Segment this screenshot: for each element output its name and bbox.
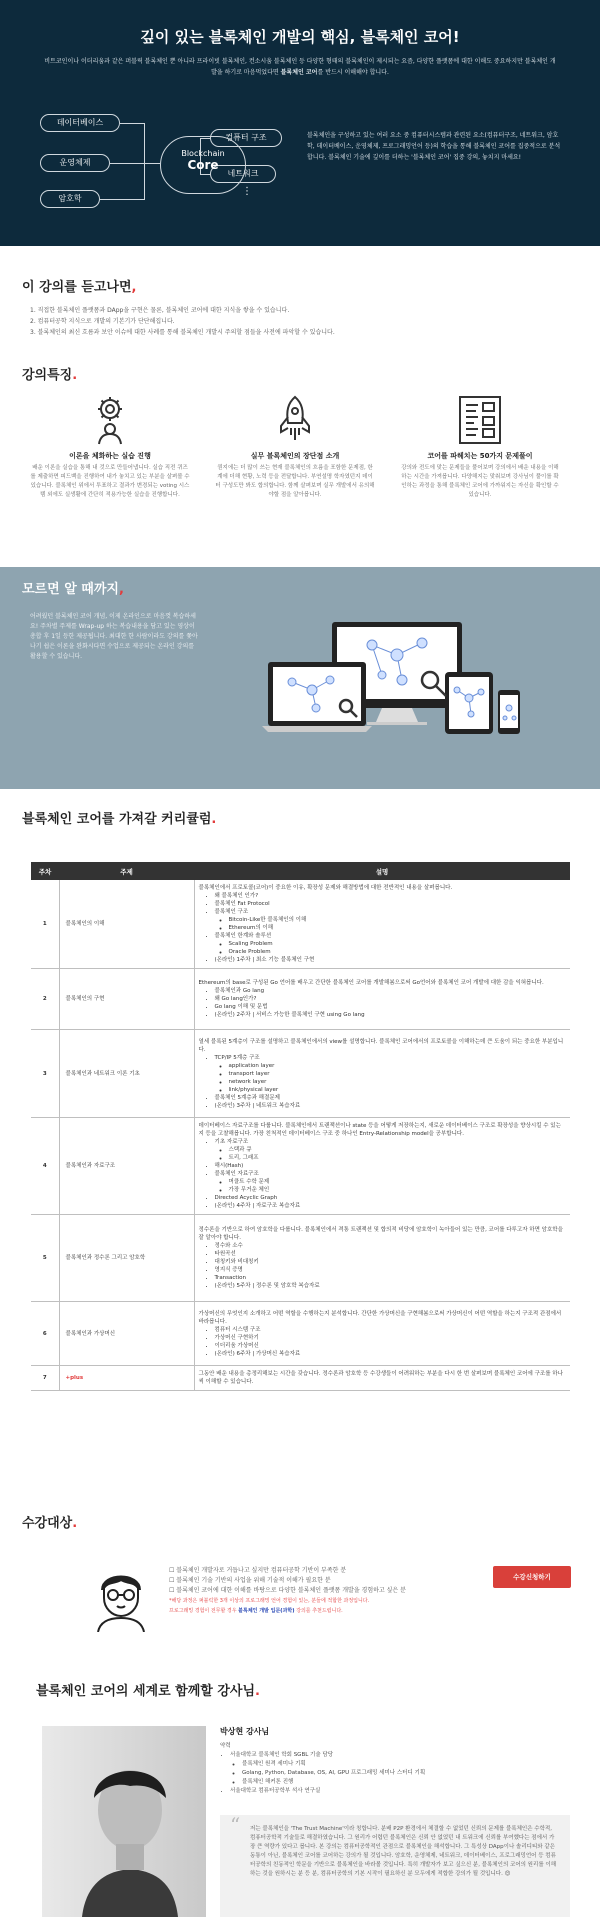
desc-list-item — [215, 1326, 567, 1334]
history-item — [230, 1751, 425, 1787]
desc-sublist-item: ◦ 머클트 수학 문제 — [229, 1178, 567, 1186]
hero-title: 깊이 있는 블록체인 개발의 핵심, 블록체인 코어! — [140, 28, 460, 46]
curriculum-table — [31, 862, 570, 1391]
gear-person-icon — [30, 393, 190, 445]
more-dots-icon: ⋮ — [242, 186, 252, 197]
desc-list-text: Go lang 이해 및 문법 — [214, 1004, 268, 1010]
desc-list-item — [215, 1334, 567, 1342]
desc-list-item — [215, 932, 567, 956]
curriculum-dot: . — [211, 812, 217, 827]
history-subitem: ◦ 블록체인 해커톤 진행 — [242, 1778, 425, 1787]
feature-title: 이론을 체화하는 실습 진행 — [69, 452, 151, 460]
history-subitem: ◦ Golang, Python, Database, OS, AI, GPU 프로그래밍 세미나 스터디 기획 — [242, 1769, 425, 1778]
desc-sublist-item: ◦ Ethereum의 이해 — [229, 924, 567, 932]
core-label-top: Blockchain — [181, 149, 225, 158]
desc-list-item — [215, 995, 567, 1003]
rocket-icon — [215, 393, 375, 445]
desc-sublist-item: ◦ 트리, 그래프 — [229, 1154, 567, 1162]
features-dot: . — [72, 368, 78, 383]
desc-sublist-item: ◦ application layer — [229, 1062, 567, 1070]
feature-card — [400, 393, 560, 500]
desc-list-text: (온라인) 5주차 | 정수론 및 암호학 복습자료 — [214, 1283, 320, 1289]
instructor-history — [220, 1742, 425, 1796]
topic-cell: 블록체인의 구현 — [59, 969, 194, 1030]
desc-list-item — [215, 900, 567, 908]
curriculum-heading — [22, 808, 216, 827]
desc-cell — [194, 880, 570, 969]
hero-intro-line-1: 비트코인이나 이더리움과 같은 퍼블릭 블록체인 뿐 아니라 프라이빗 블록체인, 컨소시움 블록체인 등 다양한 형태의 블록체인이 제시되는 요즘, 다양한 — [44, 58, 435, 65]
connector-line — [144, 123, 145, 200]
table-row — [31, 969, 570, 1030]
feature-card — [30, 393, 190, 500]
feature-title: 코어를 파헤치는 50가지 문제풀이 — [427, 452, 533, 460]
desc-cell — [194, 1118, 570, 1215]
desc-cell — [194, 1030, 570, 1118]
desc-sublist-item: ◦ 스택과 큐 — [229, 1146, 567, 1154]
desc-sublist-item: ◦ network layer — [229, 1078, 567, 1086]
target-note-text: 프로그래밍 경험이 전무할 경우 — [169, 1608, 237, 1614]
history-text: 서울대학교 블록체인 학회 SGBL 기술 담당 — [230, 1752, 334, 1758]
why-dot: , — [131, 280, 137, 295]
desc-list-item — [215, 1274, 567, 1282]
feature-desc: 배운 이론을 실습을 통해 내 것으로 만들어냅니다. 실습 직전 퀴즈를 제출하면 피드백을 진행하여 내가 놓치고 있는 부분을 살펴볼 수 있습니다. 블록체인 위에서 투표하고 결과가 변경되는 voting 시스템 외에도 실생활에 간단히 적용가능한 실습을 진행합니다. — [30, 465, 190, 498]
why-item: 2. 컴퓨터공학 지식으로 개발의 기본기가 단단해집니다. — [30, 318, 175, 325]
col-topic: 주제 — [59, 862, 194, 880]
desc-list-item — [215, 1282, 567, 1290]
target-note-recommend — [169, 1606, 406, 1616]
desc-list-text: (온라인) 4주차 | 자료구조 복습자료 — [214, 1203, 301, 1209]
desc-list-item — [215, 908, 567, 932]
desc-text: Ethereum의 base로 구성된 Go 언어를 배우고 간단한 블록체인 코어를 개발해봄으로써 Go언어와 블록체인 코어 개발에 대한 감을 익혀봅니다. — [198, 980, 544, 986]
core-label-bottom: Core — [187, 158, 219, 172]
desc-list-text: 왜 블록체인 인가? — [214, 893, 259, 899]
anytime-description: 어려웠던 블록체인 코어 개념, 이제 온라인으로 마음껏 복습하세요! 주차별 주제를 Wrap-up 하는 복습내용을 담고 있는 영상이 총합 후 1일 등한 제공됩니다. 최대한 한 사람이라도 강의를 쫓아나기 쉽은 이론을 완화시다면 수업으로 제공되는 온라인 강의를 활용할 수 있습니다. — [30, 613, 198, 660]
target-heading — [22, 1512, 77, 1531]
desc-list-item — [215, 1242, 567, 1250]
desc-cell — [194, 1366, 570, 1391]
target-item: ☐ 블록체인 개발자로 거듭나고 싶지만 컴퓨터공학 기반이 부족한 분 — [169, 1567, 347, 1574]
why-list — [30, 305, 335, 338]
target-item: ☐ 블록체인 코어에 대한 이해를 바탕으로 다양한 블록체인 플랫폼 개발을 경험하고 싶은 분 — [169, 1587, 406, 1594]
blockchain-core-circle — [160, 136, 246, 194]
devices-illustration — [262, 620, 572, 738]
desc-list-text: 타원곡선 — [214, 1251, 236, 1257]
target-note-text: 강의를 추천드립니다. — [296, 1608, 343, 1614]
table-header-row — [31, 862, 570, 880]
desc-list-text: 기초 자료구조 — [214, 1139, 249, 1145]
desc-text: 열세 블록된 5계층이 구조를 설명하고 블록체인에서의 view를 설명합니다. 블록체인 코어에서의 프로토콜을 이해하는데 큰 도움이 되는 중요한 부분입니다. — [198, 1038, 564, 1053]
hero-intro-bold: 블록체인 코어 — [280, 69, 318, 76]
topic-cell: 블록체인과 가상머신 — [59, 1302, 194, 1366]
topic-cell: 블록체인의 이해 — [59, 880, 194, 969]
desc-list-text: 블록체인 한계와 솔루션 — [214, 933, 272, 939]
week-cell: 6 — [31, 1302, 59, 1366]
pill-database: 데이터베이스 — [40, 114, 120, 132]
desc-list-text: 해시(Hash) — [214, 1163, 244, 1169]
hero-intro-line-3: 를 반드시 이해해야 합니다. — [317, 69, 389, 76]
desc-text: 가상머신의 무엇인지 소개하고 어떤 역할을 수행하는지 분석합니다. 간단한 가상머신을 구현해봄으로써 가상머신이 어떤 역할을 하는지 구조적 관점에서 바라봅니다. — [198, 1310, 562, 1325]
why-heading — [22, 276, 136, 295]
desc-cell — [194, 1302, 570, 1366]
topic-cell: 블록체인과 정수론 그리고 암호학 — [59, 1215, 194, 1302]
table-row — [31, 1302, 570, 1366]
desc-list-text: 이더리움 가상머신 — [214, 1342, 259, 1349]
desc-list-item — [215, 956, 567, 964]
desc-list-item — [215, 1266, 567, 1274]
week-cell: 1 — [31, 880, 59, 969]
desc-list-item — [215, 1003, 567, 1011]
desc-list-item — [215, 1054, 567, 1094]
connector-line — [110, 163, 160, 164]
instructor-dot: . — [255, 1684, 260, 1699]
desc-list-text: (온라인) 2주차 | 서비스 가능한 블록체인 구현 using Go lang — [214, 1012, 365, 1018]
desc-list-text: 블록체인 5계층과 해결문제 — [214, 1094, 280, 1101]
desc-list-text: (온라인) 6주차 | 가상머신 복습자료 — [214, 1350, 301, 1357]
col-week: 주차 — [31, 862, 59, 880]
desc-list-item — [215, 1194, 567, 1202]
features-title: 강의특징 — [22, 368, 73, 383]
desc-cell — [194, 1215, 570, 1302]
week-cell: 4 — [31, 1118, 59, 1215]
desc-sublist-item: ◦ transport layer — [229, 1070, 567, 1078]
topic-cell: 블록체인과 네트워크 이론 기초 — [59, 1030, 194, 1118]
desc-sublist-item: ◦ 가장 무거운 체인 — [229, 1186, 567, 1194]
target-dot: . — [72, 1516, 78, 1531]
desc-list-item — [215, 987, 567, 995]
desc-list-text: 블록체인 Fat Protocol — [214, 901, 270, 907]
feature-desc: 퀀지에는 더 많이 쓰는 현재 블록체인의 흐름을 포함한 문제점, 한계에 더해 현황, 노력 등을 전달합니다. 부연설명 학자였던지 데이터 구성도만 봐도 합의합니다. 함께 살펴보며 실무 개발에서 유의해야할 점을 알아봅니다. — [215, 465, 375, 498]
week-cell: 2 — [31, 969, 59, 1030]
why-item: 1. 직접한 블록체인 플랫폼과 DApp을 구현은 물론, 블록체인 코어에 대한 지식을 쌓을 수 있습니다. — [30, 307, 290, 314]
desc-text: 데이터베이스 자료구조를 다룹니다. 블록체인에서 트랜잭션이나 state 등을 어떻게 저장하는지, 새로운 데이터베이스 구조로 확장성을 향상시킬 수 있는지 등을 고찰해봅니다. 가장 친척적인 데이터베이스 구조 중 하나인 Entry-Relationship model을 공부합니다. — [198, 1123, 561, 1137]
instructor-photo — [42, 1726, 206, 1917]
document-list-icon — [400, 393, 560, 445]
hero-section — [0, 0, 600, 246]
desc-list-item — [215, 1250, 567, 1258]
week-cell: 7 — [31, 1366, 59, 1391]
desc-list-text: 블록체인 자료구조 — [214, 1171, 259, 1177]
desc-list-item — [215, 1162, 567, 1170]
desc-list-item — [215, 1102, 567, 1110]
history-item: • 서울대학교 컴퓨터공학부 석사 연구실 — [230, 1787, 425, 1796]
desc-list-text: (온라인) 1주차 | 최소 기능 블록체인 구현 — [214, 957, 315, 963]
connector-line — [100, 199, 144, 200]
hero-intro — [42, 56, 558, 78]
connector-line — [120, 123, 144, 124]
student-avatar-icon — [92, 1562, 150, 1632]
table-row — [31, 880, 570, 969]
desc-list-text: 영지식 증명 — [214, 1267, 243, 1273]
history-label: 약력 — [220, 1743, 231, 1749]
desc-list-item — [215, 1342, 567, 1350]
desc-list-text: 정수와 소수 — [214, 1243, 243, 1249]
anytime-dot: , — [118, 582, 124, 597]
quote-mark-icon: “ — [230, 1813, 241, 1837]
desc-list-text: 대칭키와 비대칭키 — [214, 1259, 259, 1265]
why-item: 3. 블록체인의 최신 흐름과 보안 이슈에 대한 사례를 통해 블록체인 개발시 주의할 점들을 사전에 파악할 수 있습니다. — [30, 329, 335, 336]
anytime-heading — [22, 578, 124, 597]
table-row — [31, 1030, 570, 1118]
desc-list-item — [215, 1011, 567, 1019]
desc-list-item — [215, 1202, 567, 1210]
desc-list-item — [215, 892, 567, 900]
why-title: 이 강의를 듣고나면 — [22, 280, 132, 295]
desc-list-text: TCP/IP 5계층 구조 — [214, 1054, 260, 1061]
instructor-title: 블록체인 코어의 세계로 함께할 강사님 — [36, 1684, 256, 1699]
hero-description: 블록체인을 구성하고 있는 여러 요소 중 컴퓨터시스템과 관련된 요소(컴퓨터구조, 네트워크, 암호학, 데이터베이스, 운영체제, 프로그래밍언어 등)의 학습을 통해 블록체인 코어를 집중적으로 분석합니다. 블록체인 기술에 깊이를 더하는 '블록체인 코어' 집중 강의, 놓치지 마세요! — [307, 132, 561, 161]
week-cell: 5 — [31, 1215, 59, 1302]
desc-sublist-item: ◦ Scaling Problem — [229, 940, 567, 948]
target-note-link[interactable]: 블록체인 개발 입문(과학) — [238, 1608, 295, 1614]
desc-list-item — [215, 1350, 567, 1358]
desc-sublist-item: ◦ Bitcoin-Like한 블록체인의 이해 — [229, 916, 567, 924]
desc-cell — [194, 969, 570, 1030]
feature-card — [215, 393, 375, 500]
enroll-button[interactable]: 수강신청하기 — [493, 1566, 571, 1588]
desc-text: 블록체인에서 프로토콜(코어)이 중요한 이유, 확장성 문제와 해결방법에 대한 전반적인 내용을 살펴봅니다. — [198, 885, 453, 891]
feature-title: 실무 블록체인의 장단점 소개 — [250, 452, 340, 460]
desc-list-text: 블록체인과 Go lang — [214, 988, 265, 994]
desc-text: 정수론을 기반으로 하여 암호학을 다룹니다. 블록체인에서 격통 트랜잭션 및 합의적 비당에 암호학이 녹아들어 있는 만큼, 코어를 다루고자 하면 암호학을 잘 알아야 합니다. — [198, 1227, 563, 1241]
curriculum-title: 블록체인 코어를 가져갈 커리큘럼 — [22, 812, 212, 827]
table-row — [31, 1118, 570, 1215]
target-title: 수강대상 — [22, 1516, 73, 1531]
desc-list-item — [215, 1258, 567, 1266]
desc-list-text: Directed Acyclic Graph — [214, 1195, 278, 1201]
table-row — [31, 1215, 570, 1302]
desc-text: 그동안 배운 내용을 총정리해보는 시간을 갖습니다. 정수론과 암호학 등 수강생들이 어려워하는 부분을 다시 한 번 살펴보며 블록체인 코어에 구조를 하나씩 이해할 수 있습니다. — [198, 1371, 563, 1385]
desc-list-item — [215, 1170, 567, 1194]
desc-list-text: 컴퓨터 시스템 구조 — [214, 1326, 261, 1333]
hero-intro-line-2: 플랫폼에 대한 이해도 중요하지만 블록체인 개발을 하기로 마음먹었다면 — [211, 58, 556, 76]
desc-list-item — [215, 1138, 567, 1162]
quote-text: 저는 블록체인을 'The Trust Machine'이라 칭합니다. 분배 P2P 환경에서 체결할 수 없었던 신뢰의 문제를 블록체인은 수학적, 컴퓨터공학적 기술들로 해결하였습니다. 그 원리가 어렵던 블록체인은 신뢰 안 없었던 내 트워크에 신뢰를 부여했다는 점에서 가장 큰 역량가 있다고 봅니다. 본 강의는 컴퓨터공학적인 관점으로 블록체인을 해석합니다. 그 특성상 DApp이나 솔리디티와 같은 동통이 아닌, 블록체인 코어를 코어하는 강의가 될 것입니다. 암호학, 운영체제, 네트워크, 데이터베이스, 프로그래밍언어 등 컴퓨터공학의 친동적인 학문을 기반으로 블록체인을 바라볼 것입니다. 특히 개발자가 보고 싶으신 분, 블록체인의 코어의 원리를 이해하는 것을 원하시는 분 등 분, 컴퓨터공학의 기본 시작이 필요하신 분 모두에게 적합한 강의가 될 것입니다. 😊 — [250, 1826, 557, 1877]
desc-list-item — [215, 1094, 567, 1102]
target-list — [169, 1566, 406, 1616]
topic-cell: +plus — [59, 1366, 194, 1391]
pill-os: 운영체제 — [40, 154, 110, 172]
desc-sublist-item: ◦ Oracle Problem — [229, 948, 567, 956]
desc-list-text: (온라인) 3주차 | 네트워크 복습자료 — [214, 1102, 301, 1109]
week-cell: 3 — [31, 1030, 59, 1118]
pill-network: 네트워크 — [210, 165, 276, 183]
desc-list-text: 가상머신 구현하기 — [214, 1334, 259, 1341]
desc-sublist-item: ◦ link/physical layer — [229, 1086, 567, 1094]
history-subitem: ◦ 블록체인 원격 세미나 기획 — [242, 1760, 425, 1769]
table-row — [31, 1366, 570, 1391]
anytime-title: 모르면 알 때까지 — [22, 582, 119, 597]
features-heading — [22, 364, 77, 383]
instructor-quote — [220, 1815, 570, 1917]
target-item: ☐ 블록체인 기술 기반의 사업을 위해 기술적 이해가 필요한 분 — [169, 1577, 331, 1584]
pill-computer-arch: 컴퓨터 구조 — [210, 129, 282, 147]
feature-desc: 강의와 전도에 맞는 문제들을 풀어보며 강의에서 배운 내용을 이해하는 시간을 가져봅니다. 다양해지는 맞춰보며 강사님이 풀이를 확인하는 과정을 통해 블록체인 코어에 가까워지는 자신을 확인할 수 있습니다. — [401, 465, 559, 498]
instructor-heading — [36, 1680, 260, 1699]
instructor-name: 박상현 강사님 — [220, 1727, 270, 1736]
target-note: *해당 과정은 퍼블릭한 3개 이상의 프로그래밍 언어 경험이 있는, 분들에 적합한 과정입니다. — [169, 1598, 370, 1604]
topic-cell: 블록체인과 자료구조 — [59, 1118, 194, 1215]
col-desc: 설명 — [194, 862, 570, 880]
desc-list-text: 왜 Go lang인가? — [214, 996, 257, 1002]
desc-list-text: Transaction — [214, 1275, 246, 1281]
pill-crypto: 암호학 — [40, 190, 100, 208]
desc-list-text: 블록체인 구조 — [214, 909, 249, 915]
